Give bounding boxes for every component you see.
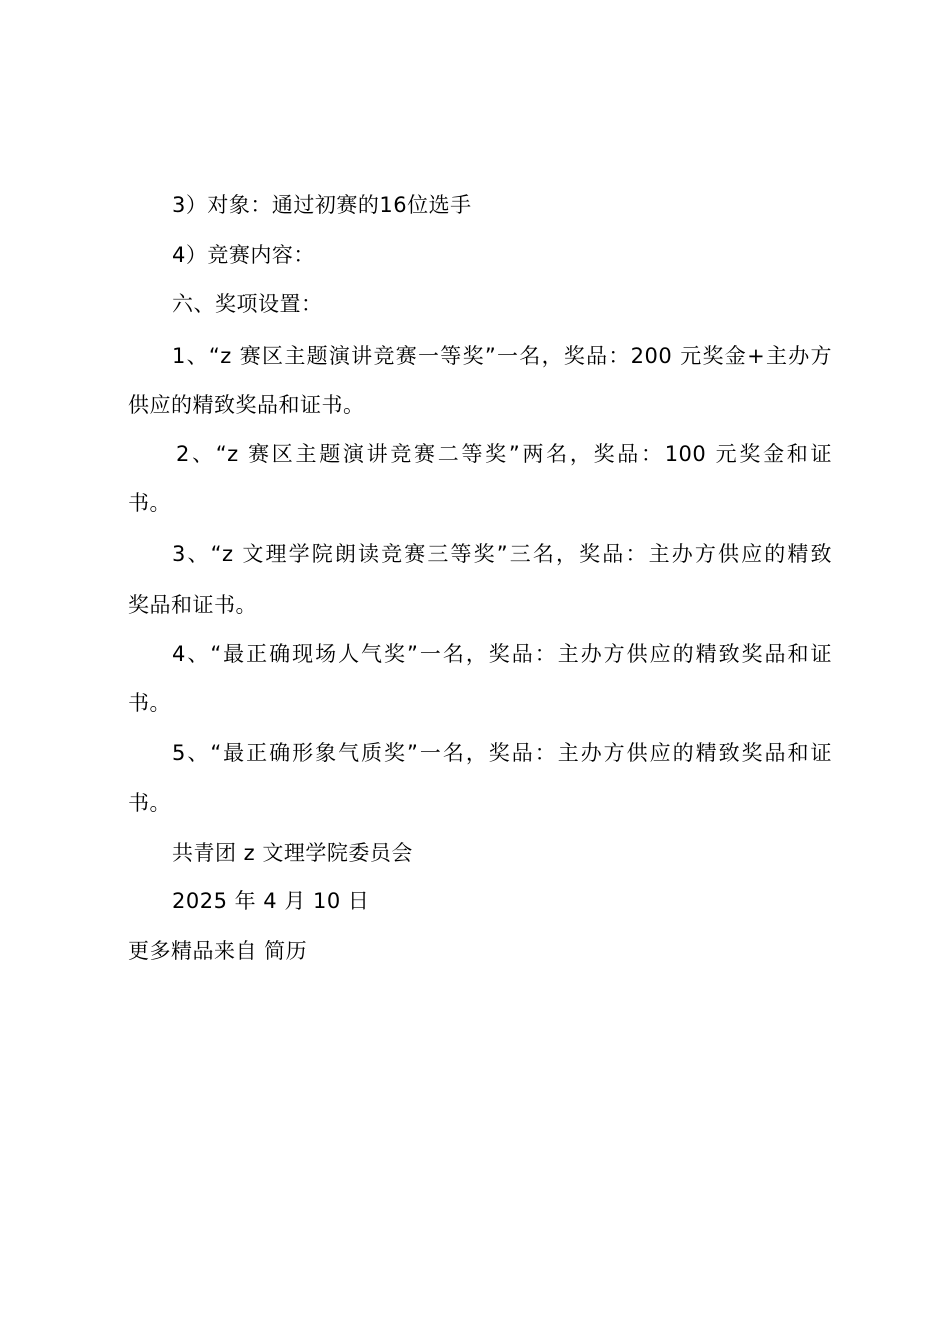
award-2-line-2: 书。 — [128, 491, 171, 515]
award-2-line-1: 2、“z 赛区主题演讲竞赛二等奖”两名，奖品：100 元奖金和证 — [176, 442, 832, 466]
award-1-line-2: 供应的精致奖品和证书。 — [128, 393, 365, 417]
target-line: 3）对象：通过初赛的16位选手 — [172, 193, 472, 217]
award-5-line-1: 5、“最正确形象气质奖”一名，奖品：主办方供应的精致奖品和证 — [172, 741, 832, 765]
award-3-line-2: 奖品和证书。 — [128, 593, 257, 617]
award-3-line-1: 3、“z 文理学院朗读竞赛三等奖”三名，奖品：主办方供应的精致 — [172, 542, 832, 566]
award-4-line-2: 书。 — [128, 691, 171, 715]
footer-note: 更多精品来自 简历 — [128, 939, 308, 963]
award-1-line-1: 1、“z 赛区主题演讲竞赛一等奖”一名，奖品：200 元奖金+主办方 — [172, 344, 832, 368]
award-4-line-1: 4、“最正确现场人气奖”一名，奖品：主办方供应的精致奖品和证 — [172, 642, 832, 666]
signature-date: 2025 年 4 月 10 日 — [172, 889, 370, 913]
awards-heading: 六、奖项设置： — [172, 292, 323, 316]
award-5-line-2: 书。 — [128, 791, 171, 815]
signature-organization: 共青团 z 文理学院委员会 — [172, 841, 413, 865]
content-line: 4）竞赛内容： — [172, 243, 315, 267]
